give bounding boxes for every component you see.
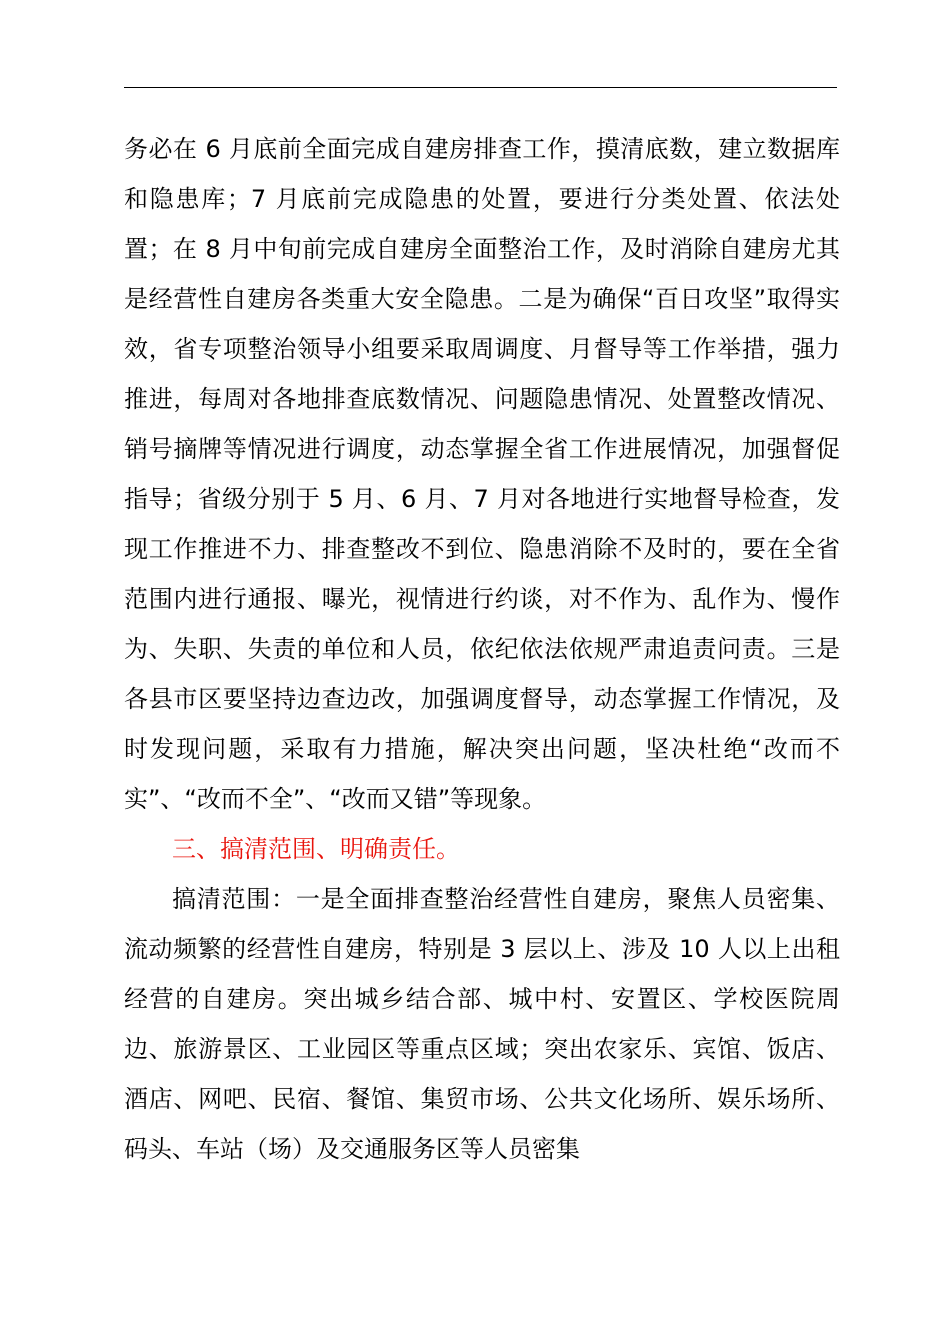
- continued-paragraph: 务必在 6 月底前全面完成自建房排查工作，摸清底数，建立数据库和隐患库；7 月底前完成隐患的处置，要进行分类处置、依法处置；在 8 月中旬前完成自建房全面整治工作，及时消除自建房尤其是经营性自建房各类重大安全隐患。二是为确保“百日攻坚”取得实效，省专项整治领导小组要采取周调度、月督导等工作举措，强力推进，每周对各地排查底数情况、问题隐患情况、处置整改情况、销号摘牌等情况进行调度，动态掌握全省工作进展情况，加强督促指导；省级分别于 5 月、6 月、7 月对各地进行实地督导检查，发现工作推进不力、排查整改不到位、隐患消除不及时的，要在全省范围内进行通报、曝光，视情进行约谈，对不作为、乱作为、慢作为、失职、失责的单位和人员，依纪依法依规严肃追责问责。三是各县市区要坚持边查边改，加强调度督导，动态掌握工作情况，及时发现问题，采取有力措施，解决突出问题，坚决杜绝“改而不实”、“改而不全”、“改而又错”等现象。: [124, 135, 840, 813]
- document-body: [124, 124, 840, 1174]
- header-rule: [124, 87, 837, 88]
- section-heading: 三、搞清范围、明确责任。: [172, 835, 460, 863]
- scope-paragraph: 搞清范围：一是全面排查整治经营性自建房，聚焦人员密集、流动频繁的经营性自建房，特别是 3 层以上、涉及 10 人以上出租经营的自建房。突出城乡结合部、城中村、安置区、学校医院周边、旅游景区、工业园区等重点区域；突出农家乐、宾馆、饭店、酒店、网吧、民宿、餐馆、集贸市场、公共文化场所、娱乐场所、码头、车站（场）及交通服务区等人员密集: [124, 885, 840, 1163]
